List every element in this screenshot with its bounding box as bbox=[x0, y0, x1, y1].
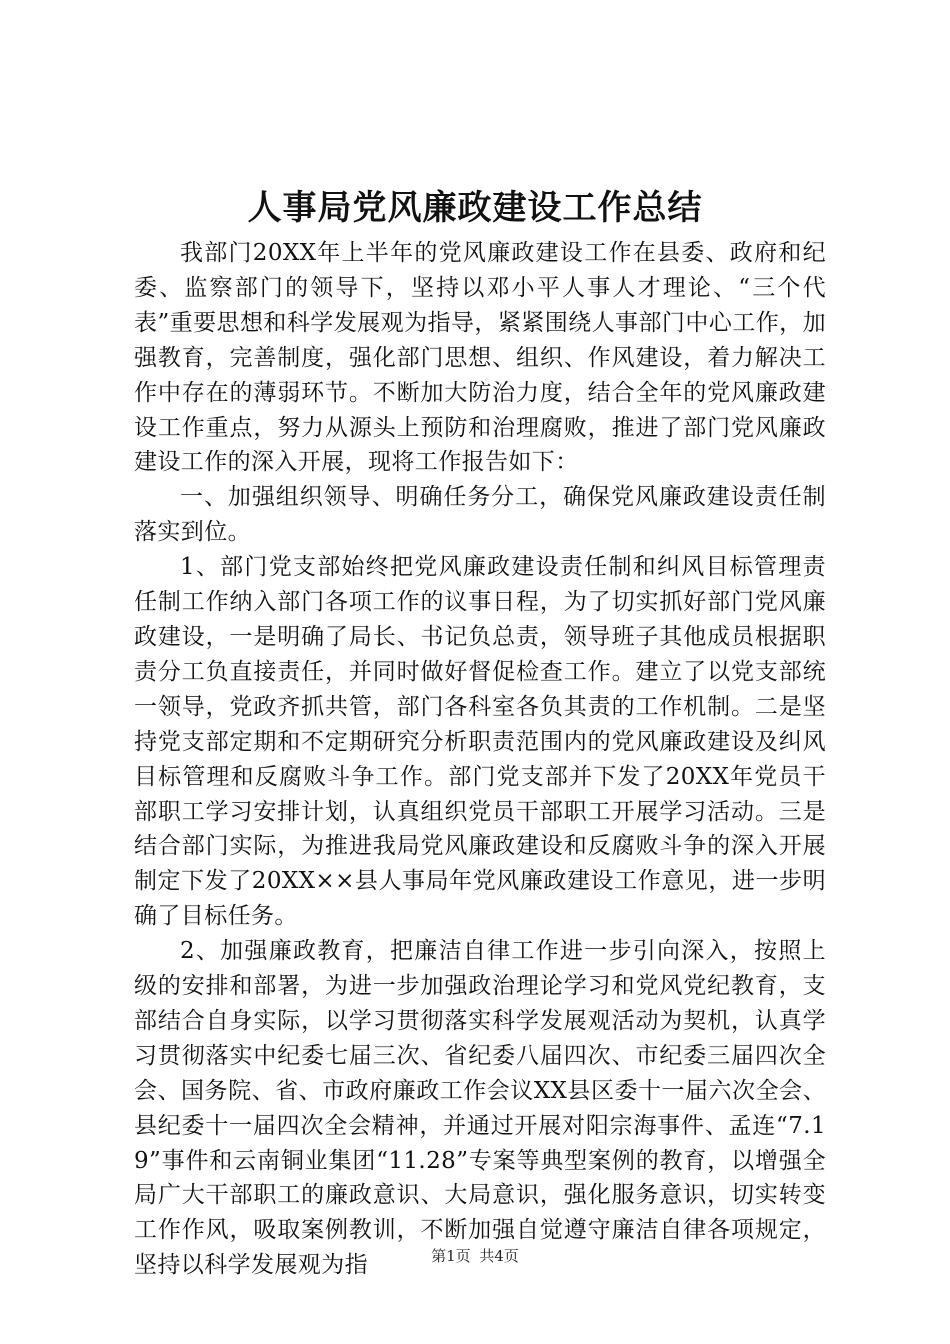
page-footer bbox=[0, 1246, 950, 1266]
paragraph-section-heading: 一、加强组织领导、明确任务分工，确保党风廉政建设责任制落实到位。 bbox=[134, 484, 826, 546]
page-number: 第1页 bbox=[431, 1247, 471, 1265]
paragraph-intro: 我部门20XX年上半年的党风廉政建设工作在县委、政府和纪委、监察部门的领导下，坚持以邓小平人事人才理论、“三个代表”重要思想和科学发展观为指导，紧紧围绕人事部门中心工作，加强教育，完善制度，强化部门思想、组织、作风建设，着力解决工作中存在的薄弱环节。不断加大防治力度，结合全年的党风廉政建设工作重点，努力从源头上预防和治理腐败，推进了部门党风廉政建设工作的深入开展，现将工作报告如下： bbox=[134, 240, 826, 476]
document-title: 人事局党风廉政建设工作总结 bbox=[247, 188, 703, 228]
paragraph-item-1: 1、部门党支部始终把党风廉政建设责任制和纠风目标管理责任制工作纳入部门各项工作的议事日程，为了切实抓好部门党风廉政建设，一是明确了局长、书记负总责，领导班子其他成员根据职责分工负直接责任，并同时做好督促检查工作。建立了以党支部统一领导，党政齐抓共管，部门各科室各负其责的工作机制。二是坚持党支部定期和不定期研究分析职责范围内的党风廉政建设及纠风目标管理和反腐败斗争工作。部门党支部并下发了20XX年党员干部职工学习安排计划，认真组织党员干部职工开展学习活动。三是结合部门实际，为推进我局党风廉政建设和反腐败斗争的深入开展制定下发了20XX××县人事局年党风廉政建设工作意见，进一步明确了目标任务。 bbox=[134, 554, 826, 930]
page-total: 共4页 bbox=[479, 1247, 519, 1265]
document-body bbox=[134, 236, 826, 1283]
paragraph-item-2: 2、加强廉政教育，把廉洁自律工作进一步引向深入，按照上级的安排和部署，为进一步加强政治理论学习和党风党纪教育，支部结合自身实际，以学习贯彻落实科学发展观活动为契机，认真学习贯彻落实中纪委七届三次、省纪委八届四次、市纪委三届四次全会、国务院、省、市政府廉政工作会议XX县区委十一届六次全会、县纪委十一届四次全会精神，并通过开展对阳宗海事件、孟连“7.19”事件和云南铜业集团“11.28”专案等典型案例的教育，以增强全局广大干部职工的廉政意识、大局意识，强化服务意识，切实转变工作作风，吸取案例教训，不断加强自觉遵守廉洁自律各项规定，坚持以科学发展观为指 bbox=[134, 938, 826, 1279]
